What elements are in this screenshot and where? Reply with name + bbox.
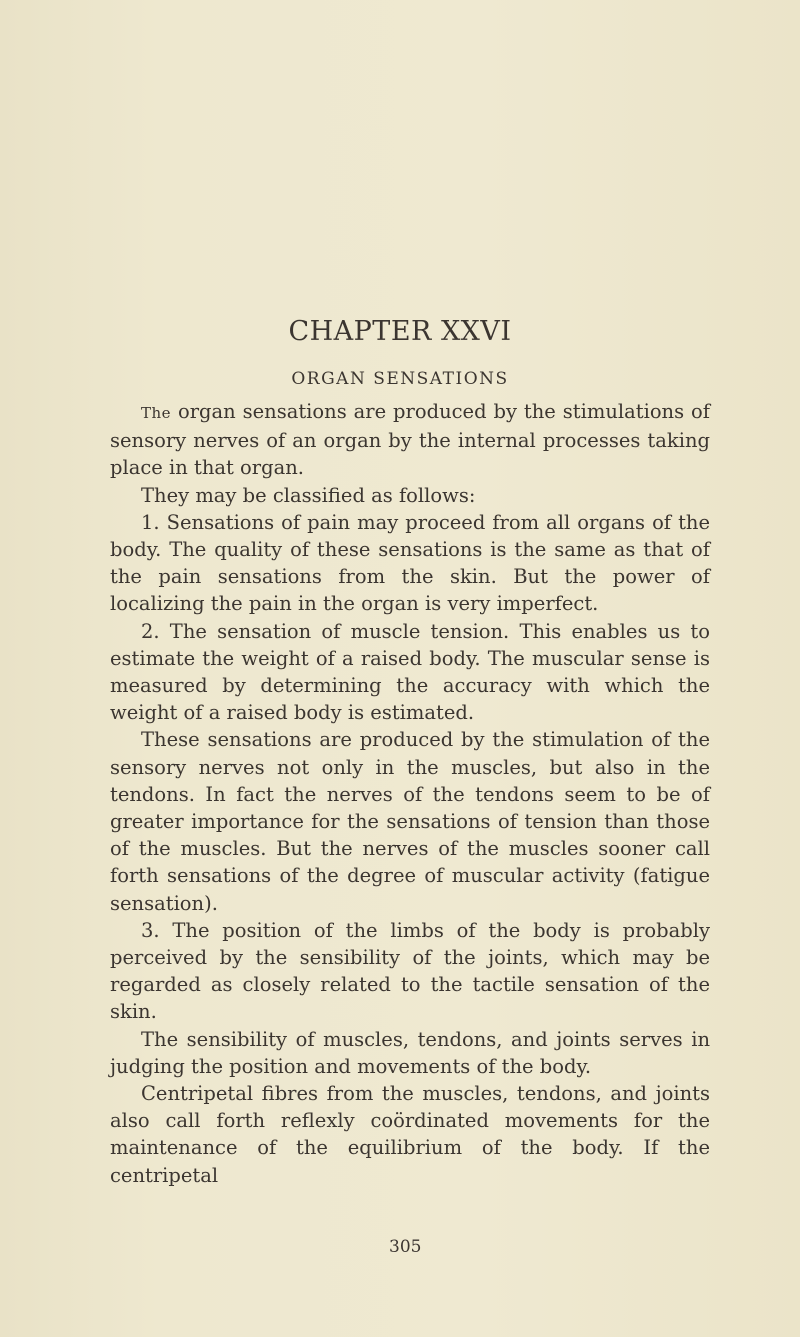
body-text (110, 398, 710, 1189)
paragraph: Centripetal fibres from the muscles, tendons, and joints also call forth reflexly coördinated movements for the maintenance of the equilibrium of the body. If the centripetal (110, 1082, 710, 1187)
paragraph (110, 398, 710, 482)
paragraph: 3. The position of the limbs of the body is probably perceived by the sensibility of the joints, which may be regarded as closely related to the tactile sensation of the skin. (110, 918, 710, 1024)
page-number: 305 (389, 1237, 422, 1257)
paragraph: These sensations are produced by the stimulation of the sensory nerves not only in the muscles, but also in the tendons. In fact the nerves of the tendons seem to be of greater importance for the sensations of tension than those of the muscles. But the nerves of the muscles sooner call forth sensations of the degree of muscular activity (fatigue sensation). (110, 728, 710, 915)
paragraph: 2. The sensation of muscle tension. This enables us to estimate the weight of a raised body. The muscular sense is measured by determining the accuracy with which the weight of a raised body is estimated. (110, 619, 710, 725)
paragraph-lead-word: The (141, 404, 172, 422)
paragraph: They may be classified as follows: (141, 483, 476, 507)
paragraph: 1. Sensations of pain may proceed from all organs of the body. The quality of these sensations is the same as that of the pain sensations from the skin. But the power of localizing the pain in the organ is very imperfect. (110, 510, 710, 616)
paragraph: The sensibility of muscles, tendons, and joints serves in judging the position and movements of the body. (110, 1027, 710, 1078)
paragraph-text: organ sensations are produced by the stimulations of sensory nerves of an organ by the internal processes taking place in that organ. (110, 400, 710, 480)
chapter-heading: CHAPTER XXVI (288, 316, 512, 347)
section-title: ORGAN SENSATIONS (291, 369, 509, 389)
